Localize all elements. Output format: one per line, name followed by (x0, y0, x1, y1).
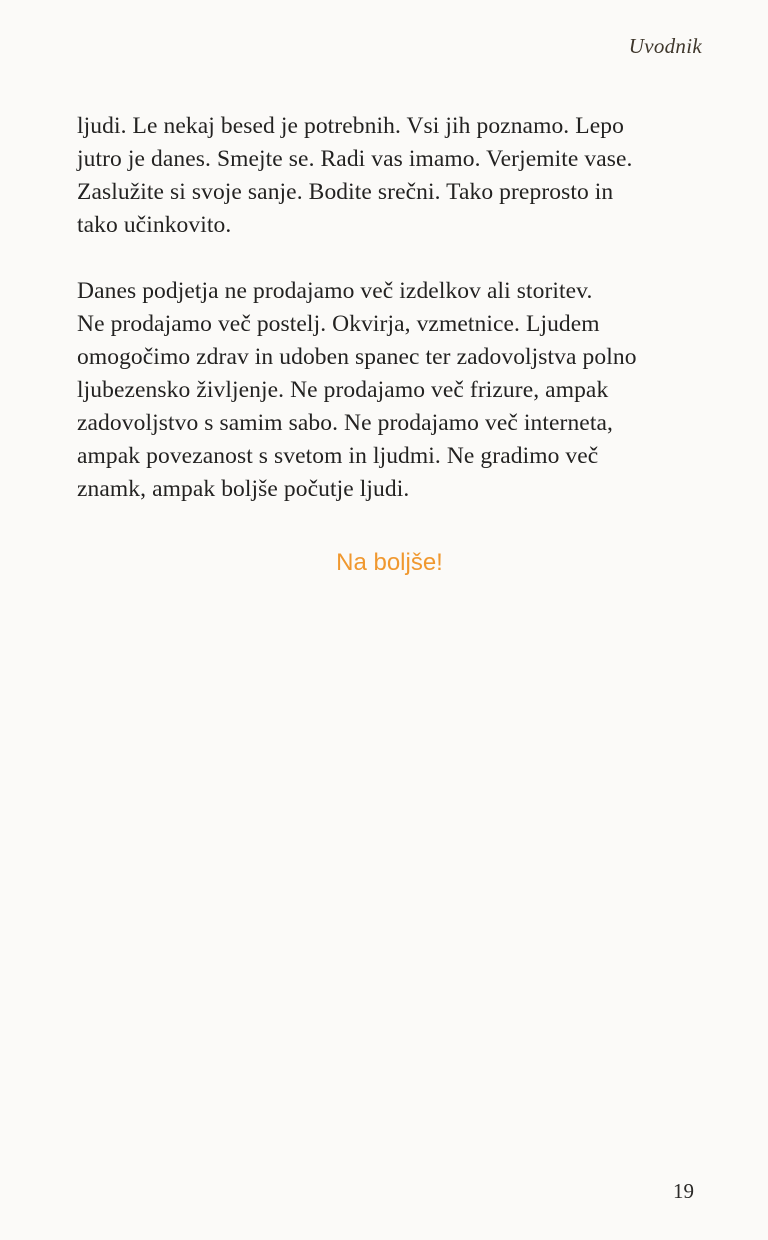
text-line: ampak povezanost s svetom in ljudmi. Ne gradimo več (77, 443, 599, 469)
text-line: znamk, ampak boljše počutje ljudi. (77, 476, 410, 502)
text-line: omogočimo zdrav in udoben spanec ter zadovoljstva polno (77, 344, 637, 370)
text-line: tako učinkovito. (77, 212, 232, 238)
text-line: Zaslužite si svoje sanje. Bodite srečni. Tako preprosto in (77, 179, 614, 205)
text-line: jutro je danes. Smejte se. Radi vas imamo. Verjemite vase. (77, 146, 633, 172)
callout-text: Na boljše! (336, 549, 443, 576)
paragraph (77, 110, 702, 242)
body-text-block (77, 110, 702, 579)
paragraph (77, 275, 702, 506)
text-line: ljubezensko življenje. Ne prodajamo več frizure, ampak (77, 377, 609, 403)
text-line: Danes podjetja ne prodajamo več izdelkov ali storitev. (77, 278, 593, 304)
text-line: Ne prodajamo več postelj. Okvirja, vzmetnice. Ljudem (77, 311, 600, 337)
running-head: Uvodnik (628, 34, 702, 58)
page-number: 19 (673, 1179, 694, 1203)
text-line: ljudi. Le nekaj besed je potrebnih. Vsi jih poznamo. Lepo (77, 113, 624, 139)
text-line: zadovoljstvo s samim sabo. Ne prodajamo več interneta, (77, 410, 613, 436)
